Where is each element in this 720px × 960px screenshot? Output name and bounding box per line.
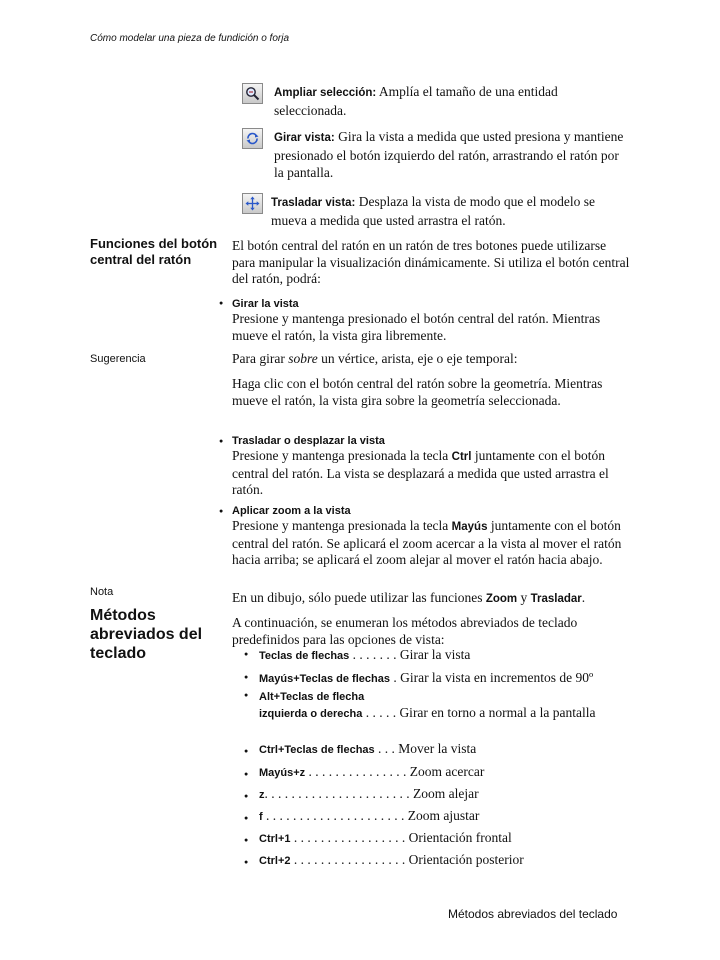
bullet-dot: ● — [219, 508, 224, 515]
bullet-dot: ● — [244, 651, 249, 658]
bullet-dot: ● — [219, 438, 224, 445]
shortcut-item: Ctrl+1 . . . . . . . . . . . . . . . . . Orientación frontal — [259, 830, 512, 845]
tip-intro: Para girar sobre un vértice, arista, eje o eje temporal: — [232, 351, 518, 366]
bullet-dot: ● — [244, 837, 249, 844]
bullet-dot: ● — [244, 793, 249, 800]
pan-title: Trasladar o desplazar la vista — [232, 435, 385, 447]
pan-text: Presione y mantenga presionada la tecla Ctrl juntamente con el botón central del ratón. La vista se desplazará a medida que usted arrastra el ratón. — [232, 448, 609, 497]
tip-label: Sugerencia — [90, 353, 146, 365]
section-heading-shortcuts: Métodos abreviados del teclado — [90, 607, 203, 662]
tool-description: Desplaza la vista de modo que el modelo se mueva a medida que usted arrastra el ratón. — [271, 194, 595, 228]
bullet-dot: ● — [244, 815, 249, 822]
middle-button-intro: El botón central del ratón en un ratón de tres botones puede utilizarse para manipular la visualización dinámicamente. Si utiliza el botón central del ratón, podrá: — [232, 238, 630, 286]
tool-description: Amplía el tamaño de una entidad seleccionada. — [274, 84, 558, 118]
section-heading-middle-button: Funciones del botón central del ratón — [90, 236, 218, 267]
shortcut-item: Alt+Teclas de flecha izquierda o derecha . . . . . Girar en torno a normal a la pantalla — [259, 691, 596, 720]
rotate-text: Presione y mantenga presionado el botón central del ratón. Mientras mueve el ratón, la vista gira libremente. — [232, 311, 601, 343]
bullet-dot: ● — [219, 300, 224, 307]
note-text: En un dibujo, sólo puede utilizar las funciones Zoom y Trasladar. — [232, 590, 586, 605]
running-footer: Métodos abreviados del teclado — [448, 907, 618, 921]
note-label: Nota — [90, 586, 114, 598]
tool-label: Trasladar vista: — [271, 197, 356, 209]
shortcut-item: Ctrl+Teclas de flechas . . . Mover la vista — [259, 741, 477, 756]
pan-view-icon — [242, 193, 263, 214]
tool-label: Ampliar selección: — [274, 87, 377, 99]
tool-pan-view — [242, 193, 621, 229]
tool-label: Girar vista: — [274, 132, 335, 144]
bullet-dot: ● — [244, 674, 249, 681]
tool-zoom-selection — [242, 83, 624, 119]
running-header: Cómo modelar una pieza de fundición o forja — [90, 33, 290, 44]
zoom-item — [232, 504, 632, 569]
rotate-item — [232, 297, 632, 344]
shortcuts-intro: A continuación, se enumeran los métodos abreviados de teclado predefinidos para las opciones de vista: — [232, 615, 578, 647]
zoom-text: Presione y mantenga presionada la tecla Mayús juntamente con el botón central del ratón. Se aplicará el zoom acercar a la vista al mover el ratón hacia arriba; se aplicará el zoom alejar al mover el ratón hacia abajo. — [232, 518, 622, 567]
rotate-view-icon — [242, 128, 263, 149]
bullet-dot: ● — [244, 748, 249, 755]
shortcut-item: Mayús+z . . . . . . . . . . . . . . . Zoom acercar — [259, 764, 485, 779]
shortcut-item: Ctrl+2 . . . . . . . . . . . . . . . . . Orientación posterior — [259, 852, 524, 867]
bullet-dot: ● — [244, 771, 249, 778]
shortcut-item: Mayús+Teclas de flechas . Girar la vista en incrementos de 90º — [259, 670, 594, 685]
tool-rotate-view — [242, 128, 624, 181]
shortcut-item: Teclas de flechas . . . . . . . Girar la vista — [259, 647, 471, 662]
shortcut-item: f . . . . . . . . . . . . . . . . . . . . . Zoom ajustar — [259, 808, 480, 823]
zoom-selection-icon — [242, 83, 263, 104]
tool-description: Gira la vista a medida que usted presiona y mantiene presionado el botón izquierdo del ratón, arrastrando el ratón por la pantalla. — [274, 129, 624, 180]
bullet-dot: ● — [244, 859, 249, 866]
rotate-title: Girar la vista — [232, 298, 299, 310]
zoom-title: Aplicar zoom a la vista — [232, 505, 351, 517]
bullet-dot: ● — [244, 692, 249, 699]
tip-text: Haga clic con el botón central del ratón sobre la geometría. Mientras mueve el ratón, la vista gira sobre la geometría seleccionada. — [232, 376, 603, 408]
pan-item — [232, 434, 632, 499]
shortcut-item: z. . . . . . . . . . . . . . . . . . . . . . Zoom alejar — [259, 786, 479, 801]
